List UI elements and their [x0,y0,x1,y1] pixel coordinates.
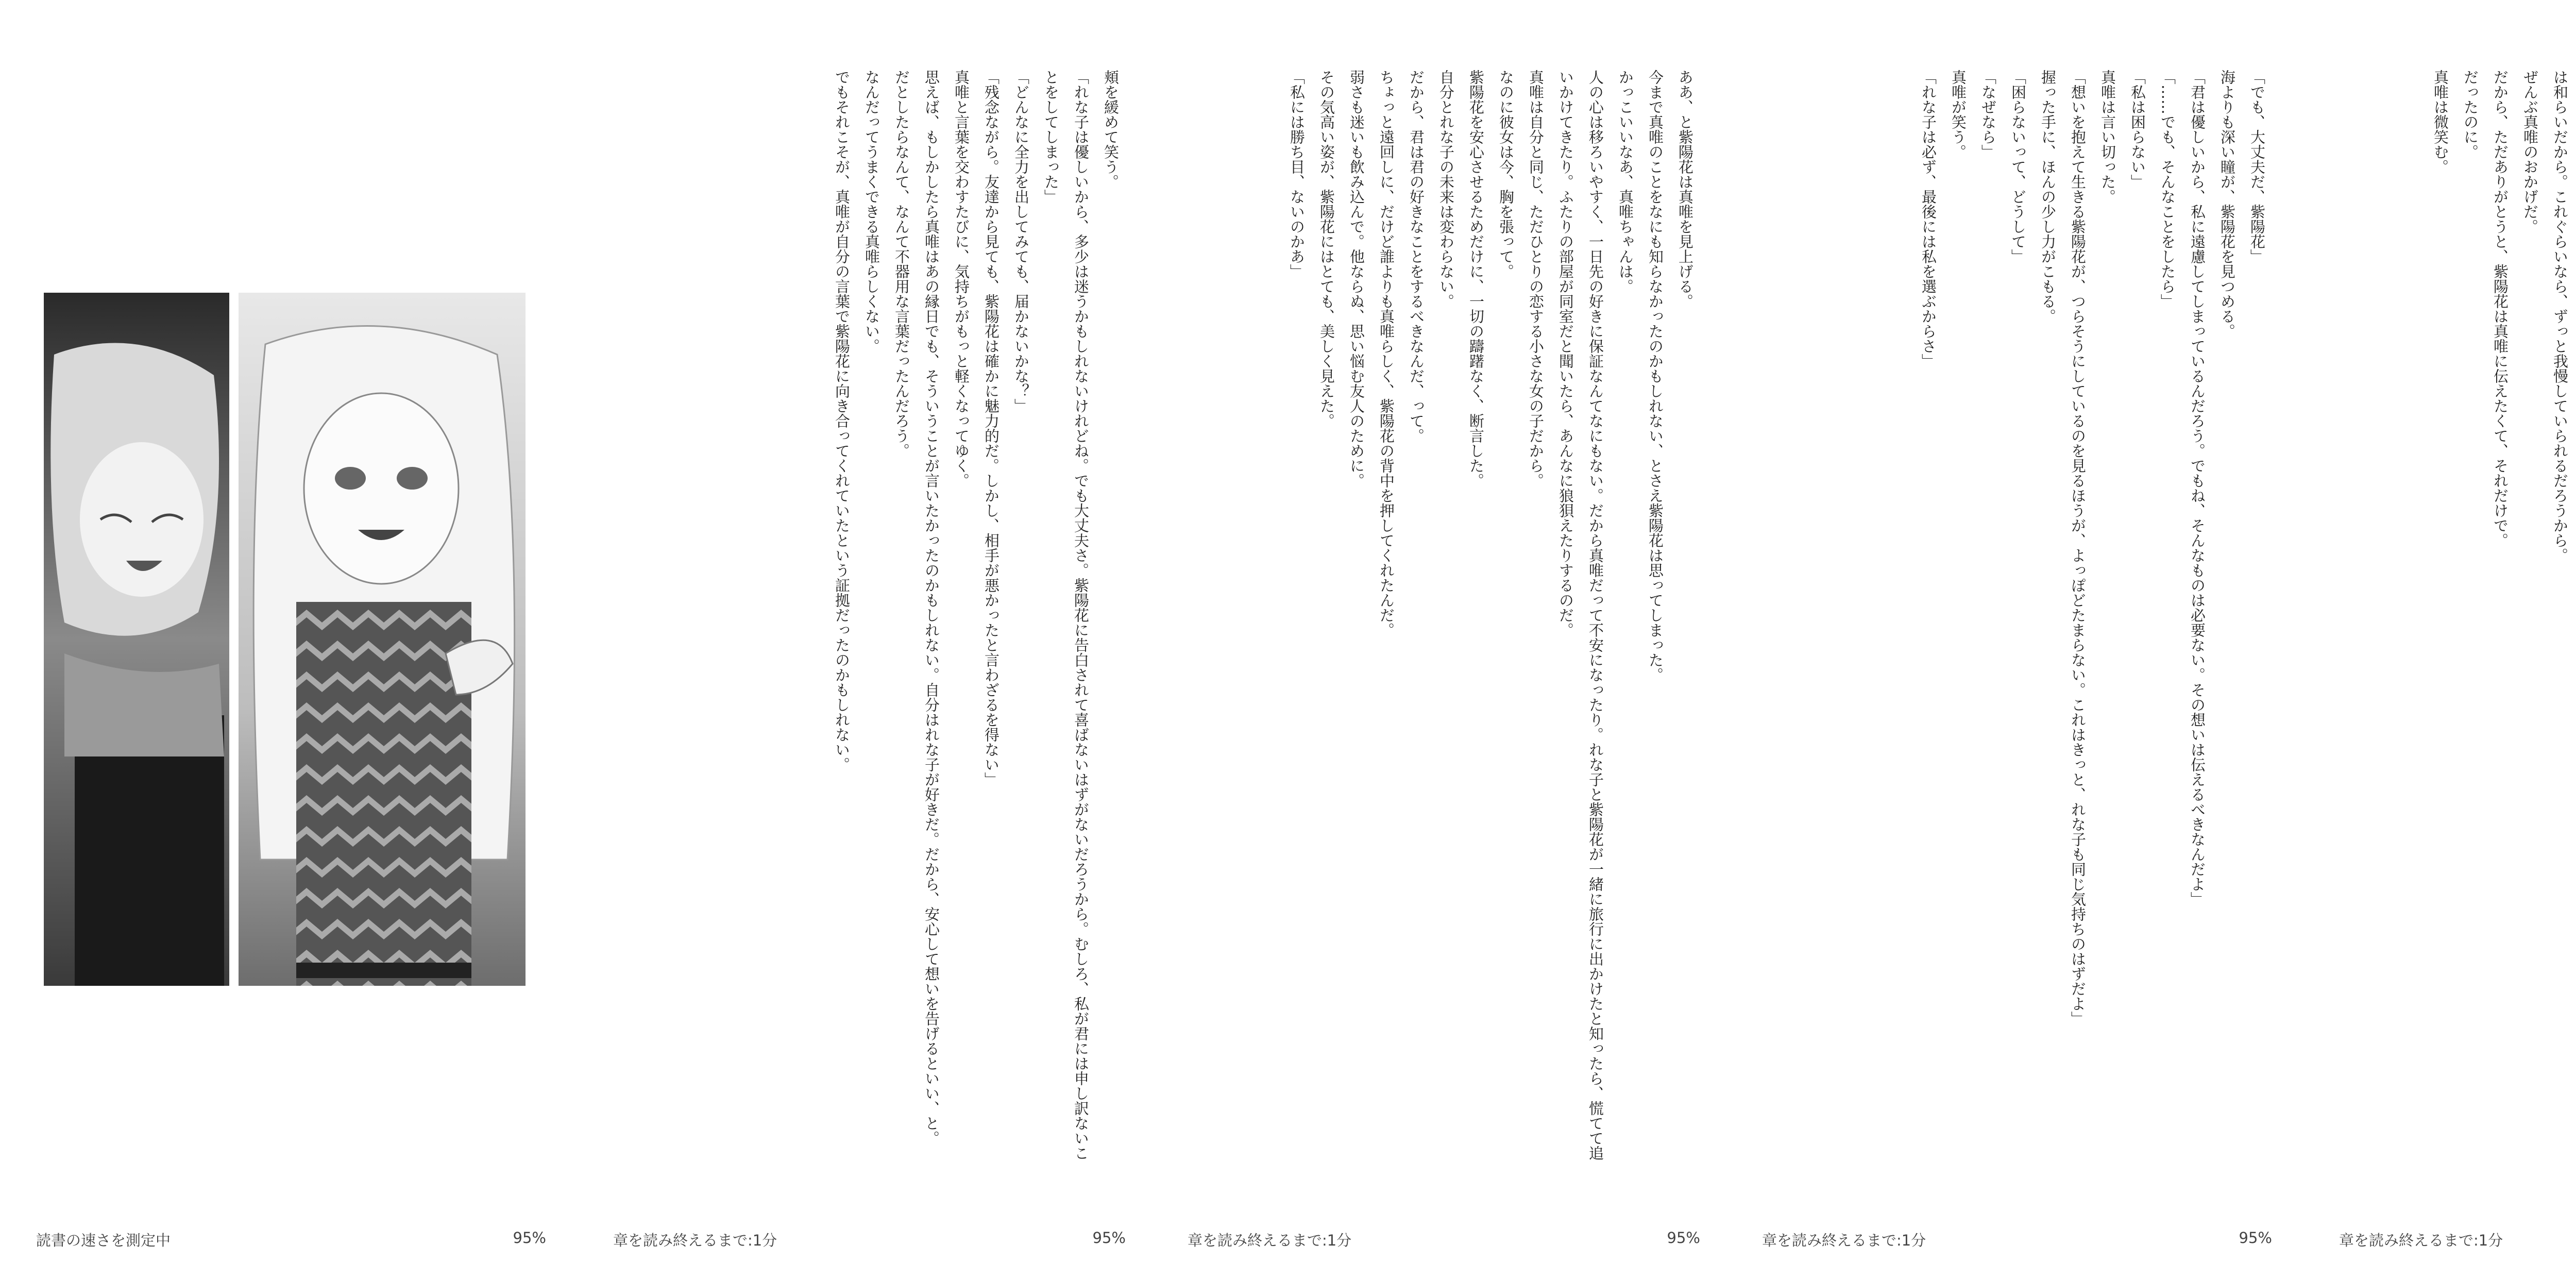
paragraph: 「残念ながら。友達から見ても、紫陽花は確かに魅力的だ。しかし、相手が悪かったと言わざるを得ない」 [982,70,1000,787]
paragraph: ちょっと遠回しに、だけど誰よりも真唯らしく、紫陽花の背中を押してくれたんだ。 [1378,70,1395,637]
paragraph: だったのに。 [2462,70,2479,159]
paragraph: だから、ただありがとうと、紫陽花は真唯に伝えたくて、それだけで。 [2492,70,2509,548]
paragraph: 「私は困らない」 [2129,70,2146,189]
paragraph: でもそれこそが、真唯が自分の言葉で紫陽花に向き合ってくれていたという証拠だったのかもしれない。 [833,70,851,772]
page-2-progress: 95% [2239,1229,2272,1247]
page-3 [1151,0,1726,1278]
page-3-body [1180,70,1700,1165]
paragraph: その気高い姿が、紫陽花にはとても、美しく見えた。 [1318,70,1335,428]
page-4-reading-time: 章を読み終えるまで:1分 [613,1232,777,1249]
page-2 [1726,0,2298,1278]
page-4 [577,0,1151,1278]
page-3-progress: 95% [1667,1229,1700,1247]
paragraph: は和らいだから。これぐらいなら、ずっと我慢していられるだろうから。 [2551,70,2569,563]
page-5-progress: 95% [513,1229,546,1247]
paragraph: 真唯と言葉を交わすたびに、気持ちがもっと軽くなってゆく。 [953,70,970,488]
page-1 [2298,0,2576,1278]
paragraph: 「私には勝ち目、ないのかあ」 [1288,70,1306,279]
page-1-reading-time: 章を読み終えるまで:1分 [2339,1232,2503,1249]
paragraph: なのに彼女は今、胸を張って。 [1497,70,1515,279]
paragraph: 「君は優しいから、私に遠慮してしまっているんだろう。でもね、そんなものは必要ない。その想いは伝えるべきなんだよ」 [2189,70,2206,906]
page-4-progress: 95% [1092,1229,1126,1247]
paragraph: ああ、と紫陽花は真唯を見上げる。 [1676,70,1694,309]
paragraph: 頬を緩めて笑う。 [1102,70,1120,189]
manga-illustration-icon [44,293,526,986]
paragraph: なんだってうまくできる真唯らしくない。 [863,70,880,354]
page-5 [0,0,577,1278]
paragraph: 思えば、もしかしたら真唯はあの縁日でも、そういうことが言いたかったのかもしれない。自分はれな子が好きだ。だから、安心して想いを告げるといい、と。 [923,70,940,1146]
paragraph: 真唯は微笑む。 [2432,70,2449,174]
paragraph: 海よりも深い瞳が、紫陽花を見つめる。 [2218,70,2236,339]
paragraph: 「想いを抱えて生きる紫陽花が、つらそうにしているのを見るほうが、よっぽどたまらない。これはきっと、れな子も同じ気持ちのはずだよ」 [2069,70,2087,1026]
paragraph: 真唯は自分と同じ、ただひとりの恋する小さな女の子だから。 [1527,70,1545,488]
paragraph: 真唯が笑う。 [1950,70,1967,159]
paragraph: 今まで真唯のことをなにも知らなかったのかもしれない、とさえ紫陽花は思ってしまった。 [1647,70,1664,682]
paragraph: 紫陽花を安心させるためだけに、一切の躊躇なく、断言した。 [1467,70,1485,488]
paragraph: だから、君は君の好きなことをするべきなんだ、って。 [1408,70,1425,443]
page-2-body [1757,70,2272,1165]
paragraph: 「れな子は必ず、最後には私を選ぶからさ」 [1920,70,1937,368]
paragraph: 「れな子は優しいから、多少は迷うかもしれないけれどね。でも大丈夫さ。紫陽花に告白されて喜ばないはずがないだろうから。むしろ、私が君には申し訳ないことをしてしまった」 [1042,70,1090,1161]
page-4-body [605,70,1126,1165]
paragraph: 「でも、大丈夫だ、紫陽花」 [2248,70,2266,264]
page-3-reading-time: 章を読み終えるまで:1分 [1188,1232,1352,1249]
paragraph: 「なぜなら」 [1979,70,1997,159]
paragraph: ぜんぶ真唯のおかげだ。 [2521,70,2539,234]
paragraph: だとしたらなんて、なんて不器用な言葉だったんだろう。 [893,70,910,458]
paragraph: 「どんなに全力を出してみても、届かないかな？」 [1012,70,1030,413]
page-2-reading-time: 章を読み終えるまで:1分 [1762,1232,1926,1249]
paragraph: 「困らないって、どうして」 [2009,70,2027,264]
paragraph: 弱さも迷いも飲み込んで。他ならぬ、思い悩む友人のために。 [1348,70,1365,488]
paragraph: 人の心は移ろいやすく、一日先の好きに保証なんてなにもない。だから真唯だって不安になったり。れな子と紫陽花が一緒に旅行に出かけたと知ったら、慌てて追いかけてきたり。ふたりの部屋が同室だと聞いたら、あんなに狼狽えたりするのだ。 [1557,70,1604,1161]
paragraph: 真唯は言い切った。 [2099,70,2116,204]
page-1-body [2329,70,2576,1165]
paragraph: 握った手に、ほんの少し力がこもる。 [2039,70,2057,324]
paragraph: かっこいいなあ、真唯ちゃんは。 [1617,70,1634,294]
page-5-reading-status: 読書の速さを測定中 [36,1232,171,1249]
paragraph: 自分とれな子の未来は変わらない。 [1437,70,1455,309]
paragraph: 「……でも、そんなことをしたら」 [2159,70,2176,309]
